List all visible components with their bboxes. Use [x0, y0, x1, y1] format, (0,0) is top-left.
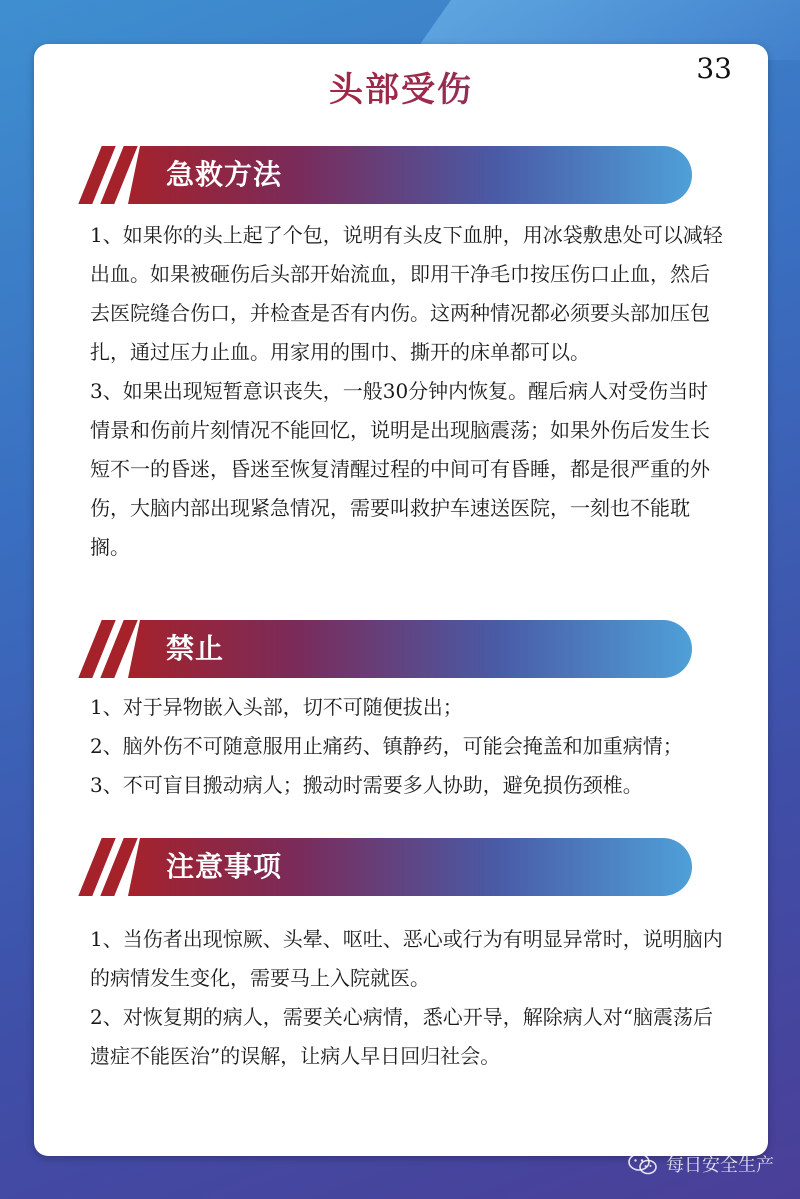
paragraph: 1、当伤者出现惊厥、头晕、呕吐、恶心或行为有明显异常时，说明脑内的病情发生变化，需要马上入院就医。	[90, 927, 723, 990]
section-title: 禁止	[166, 632, 225, 665]
section-body-first-aid	[90, 216, 726, 567]
section-header-first-aid	[82, 146, 692, 204]
paragraph: 2、脑外伤不可随意服用止痛药、镇静药，可能会掩盖和加重病情；	[90, 734, 683, 758]
section-header-notes	[82, 838, 692, 896]
section-body-prohibited	[90, 688, 726, 805]
paragraph: 2、对恢复期的病人，需要关心病情，悉心开导，解除病人对“脑震荡后遗症不能医治”的误解，让病人早日回归社会。	[90, 1005, 713, 1068]
watermark	[628, 1151, 774, 1177]
section-title: 急救方法	[166, 158, 283, 191]
paragraph: 3、如果出现短暂意识丧失，一般30分钟内恢复。醒后病人对受伤当时情景和伤前片刻情况不能回忆，说明是出现脑震荡；如果外伤后发生长短不一的昏迷，昏迷至恢复清醒过程的中间可有昏睡，都是很严重的外伤，大脑内部出现紧急情况，需要叫救护车速送医院，一刻也不能耽搁。	[90, 379, 710, 559]
page-title: 头部受伤	[34, 62, 768, 111]
content-card	[34, 44, 768, 1156]
paragraph: 1、如果你的头上起了个包，说明有头皮下血肿，用冰袋敷患处可以减轻出血。如果被砸伤后头部开始流血，即用干净毛巾按压伤口止血，然后去医院缝合伤口，并检查是否有内伤。这两种情况都必须要头部加压包扎，通过压力止血。用家用的围巾、撕开的床单都可以。	[90, 223, 723, 364]
section-title: 注意事项	[166, 850, 283, 883]
paragraph: 1、对于异物嵌入头部，切不可随便拔出；	[90, 695, 463, 719]
section-header-prohibited	[82, 620, 692, 678]
paragraph: 3、不可盲目搬动病人；搬动时需要多人协助，避免损伤颈椎。	[90, 773, 643, 797]
section-body-notes	[90, 920, 726, 1076]
watermark-text: 每日安全生产	[666, 1155, 774, 1176]
wechat-icon	[628, 1152, 658, 1176]
